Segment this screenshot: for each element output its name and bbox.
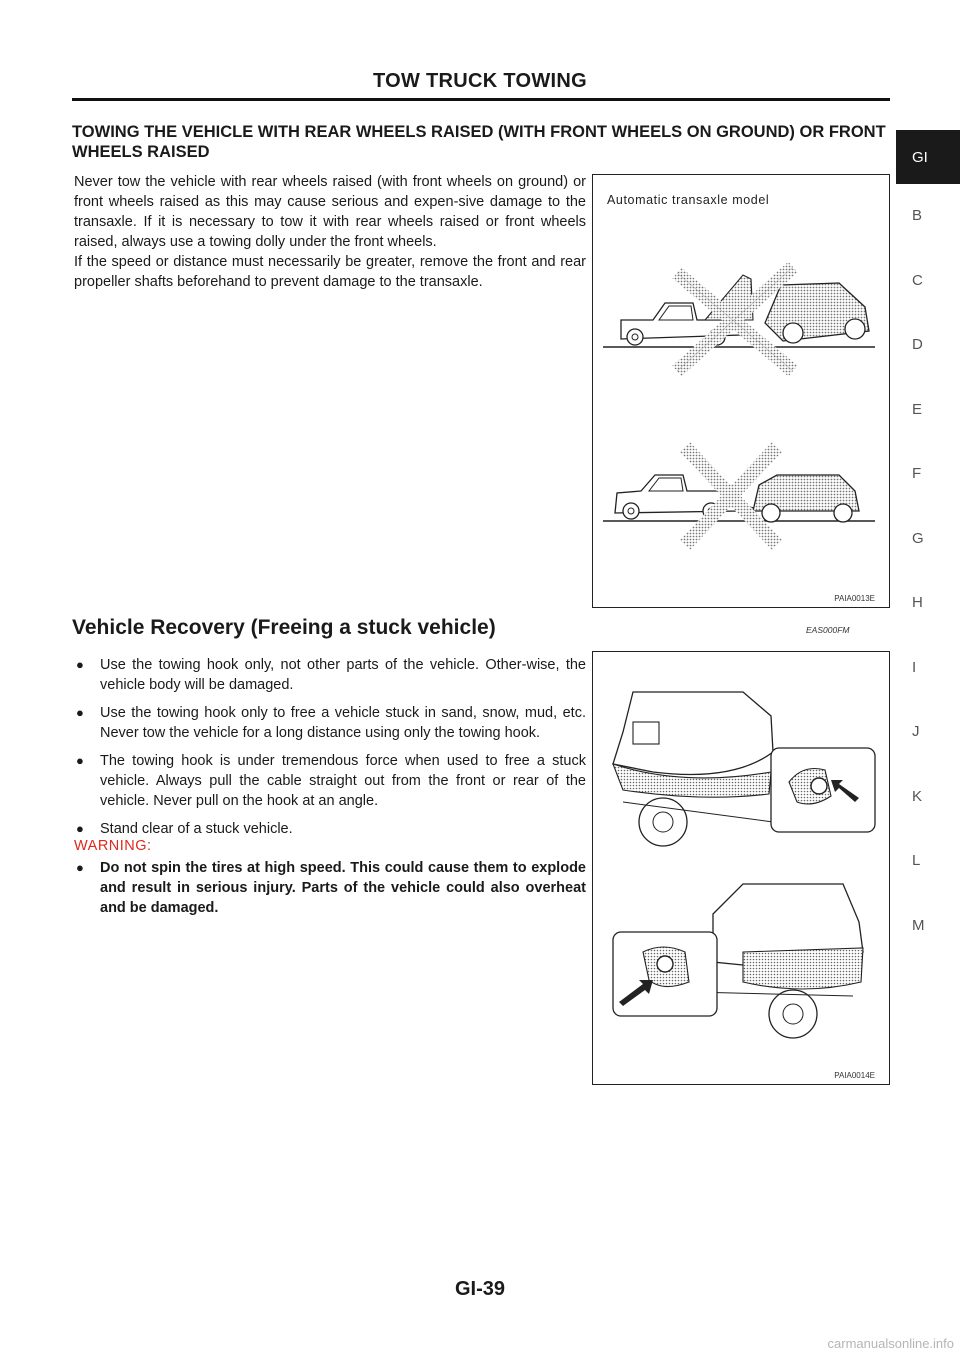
- scene-rear-raised: [603, 267, 875, 371]
- bullet-icon: ●: [76, 657, 84, 672]
- list-item: ● The towing hook is under tremendous force when used to free a stuck vehicle. Always pull the cable straight out from the front or rear of the vehicle. Never pull on the hook at an angle.: [76, 753, 586, 809]
- warning-label: WARNING:: [74, 838, 152, 854]
- bullet-icon: ●: [76, 860, 84, 875]
- figure-caption: Automatic transaxle model: [607, 193, 770, 207]
- bullet-icon: ●: [76, 753, 84, 768]
- warning-item: ● Do not spin the tires at high speed. This could cause them to explode and result in serious injury. Parts of the vehicle could also overheat and be damaged.: [76, 860, 586, 916]
- list-item: ● Stand clear of a stuck vehicle.: [76, 821, 293, 837]
- paragraph-tow-warning: [74, 172, 586, 292]
- list-item: ● Use the towing hook only, not other parts of the vehicle. Other-wise, the vehicle body will be damaged.: [76, 657, 586, 693]
- tow-truck-illustration: [593, 175, 891, 609]
- figure-towing-hook: [592, 651, 890, 1085]
- figure-code: PAIA0013E: [834, 594, 875, 603]
- side-index-letter[interactable]: E: [912, 400, 923, 418]
- front-bumper-view: [613, 692, 875, 846]
- header-rule: [72, 98, 890, 101]
- rear-bumper-view: [613, 884, 863, 1038]
- list-item: ● Use the towing hook only to free a vehicle stuck in sand, snow, mud, etc. Never tow the vehicle for a long distance using only the towing hook.: [76, 705, 586, 741]
- towing-hook-illustration: [593, 652, 891, 1086]
- bullet-list: [74, 655, 586, 847]
- figure-code: PAIA0014E: [834, 1071, 875, 1080]
- side-index-letter[interactable]: K: [912, 787, 923, 805]
- page-number: GI-39: [454, 1278, 506, 1300]
- side-index-letter[interactable]: L: [912, 852, 921, 869]
- bullet-icon: ●: [76, 821, 84, 836]
- figure-tow-truck: [592, 174, 890, 608]
- section-code: EAS000FM: [806, 625, 850, 635]
- scene-front-raised: [603, 447, 875, 545]
- side-index-letter[interactable]: I: [912, 658, 917, 676]
- side-index-letter[interactable]: M: [912, 916, 925, 934]
- watermark: carmanualsonline.info: [827, 1336, 954, 1351]
- side-index-letter[interactable]: D: [912, 336, 923, 353]
- side-index-letter[interactable]: J: [912, 723, 920, 740]
- bullet-icon: ●: [76, 705, 84, 720]
- side-index-letter[interactable]: C: [912, 271, 923, 289]
- paragraph-1: Never tow the vehicle with rear wheels raised (with front wheels on ground) or front wheels raised as this may cause serious and expen-sive damage to the transaxle. If it is necessary to tow it with rear wheels raised or front wheels raised, always use a towing dolly under the front wheels.: [74, 174, 586, 250]
- page-header-title: TOW TRUCK TOWING: [372, 70, 588, 92]
- side-index-letter[interactable]: G: [912, 529, 924, 547]
- section-title: TOWING THE VEHICLE WITH REAR WHEELS RAISED (WITH FRONT WHEELS ON GROUND) OR FRONT WHEELS RAISED: [72, 123, 886, 161]
- side-index-letter[interactable]: F: [912, 465, 922, 482]
- side-index-letter[interactable]: H: [912, 594, 923, 611]
- side-index-active-tab[interactable]: GI: [896, 130, 960, 184]
- side-index-letter[interactable]: B: [912, 207, 923, 224]
- paragraph-2: If the speed or distance must necessarily be greater, remove the front and rear propeller shafts beforehand to prevent damage to the transaxle.: [74, 254, 586, 290]
- section-heading: Vehicle Recovery (Freeing a stuck vehicle): [72, 616, 496, 639]
